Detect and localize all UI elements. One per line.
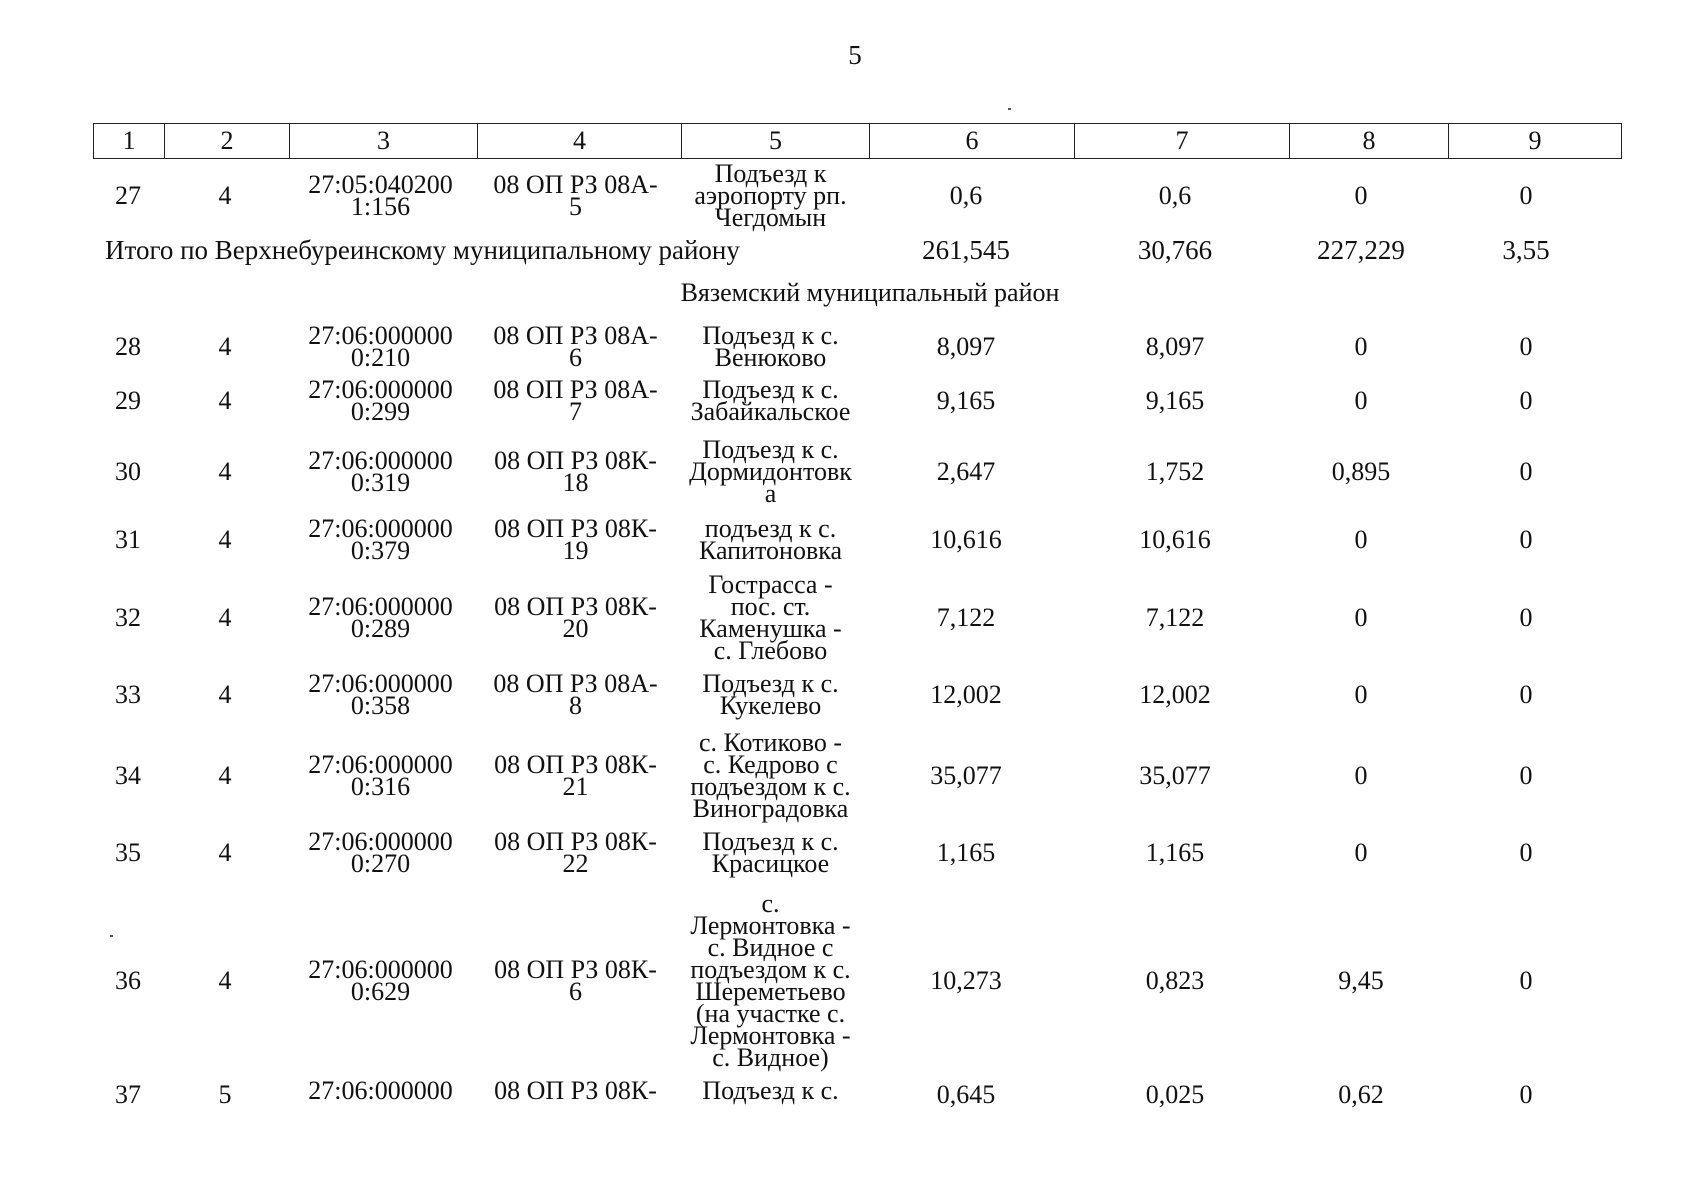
table-row — [93, 670, 1612, 720]
road-id — [474, 592, 677, 643]
row-number: 32 — [115, 603, 141, 632]
road-id-line: 8 — [569, 691, 582, 720]
road-name-line: пос. ст. — [730, 592, 811, 621]
column-number: 4 — [478, 124, 682, 159]
col7-value: 12,002 — [1139, 680, 1211, 709]
road-name-line: с. Кедрово с — [703, 750, 838, 779]
column-number: 6 — [870, 124, 1075, 159]
road-name-line: Венюково — [714, 343, 827, 372]
col8-value: 0,895 — [1331, 457, 1391, 486]
total-length: 261,545 — [922, 235, 1010, 265]
total-length: 10,273 — [930, 966, 1002, 995]
road-id-line: 21 — [562, 772, 589, 801]
cadastral-number — [287, 170, 474, 221]
road-name-line: аэропорту рп. — [694, 181, 847, 210]
cadastral-number-line: 27:06:000000 — [308, 827, 453, 856]
total-length: 35,077 — [930, 761, 1002, 790]
total-length: 12,002 — [930, 680, 1002, 709]
road-name-line: Гострасса - — [708, 570, 833, 599]
road-id-line: 18 — [562, 468, 589, 497]
col7-value: 7,122 — [1145, 603, 1205, 632]
road-id-line: 08 ОП РЗ 08А- — [493, 170, 658, 199]
cadastral-number-line: 0:316 — [350, 772, 411, 801]
cadastral-number-line: 27:06:000000 — [308, 321, 453, 350]
col7-value: 10,616 — [1139, 525, 1211, 554]
cadastral-number-line: 0:210 — [350, 343, 411, 372]
row-number: 30 — [115, 457, 141, 486]
road-id — [474, 446, 677, 497]
total-length: 9,165 — [936, 386, 996, 415]
col8-value: 0 — [1354, 603, 1368, 632]
road-id-line: 08 ОП РЗ 08К- — [494, 955, 657, 984]
road-id-line: 6 — [569, 977, 582, 1006]
cadastral-number — [287, 1076, 474, 1105]
road-name — [677, 570, 864, 665]
road-name-line: (на участке с. — [695, 999, 846, 1028]
total-length: 7,122 — [936, 603, 996, 632]
cadastral-number — [287, 827, 474, 878]
cadastral-number — [287, 514, 474, 565]
road-name — [677, 435, 864, 508]
road-id — [474, 321, 677, 372]
road-name-line: Капитоновка — [698, 536, 842, 565]
scan-speck — [1008, 108, 1011, 110]
col9-value: 0 — [1519, 761, 1533, 790]
category: 4 — [218, 966, 232, 995]
road-id-line: 08 ОП РЗ 08А- — [493, 321, 658, 350]
cadastral-number-line: 27:06:000000 — [308, 750, 453, 779]
road-name-line: Дормидонтовк — [689, 457, 852, 486]
road-name-line: Подъезд к с. — [702, 669, 839, 698]
category: 4 — [218, 761, 232, 790]
road-name-line: Подъезд к с. — [702, 321, 839, 350]
road-id — [474, 514, 677, 565]
road-id-line: 19 — [562, 536, 589, 565]
column-number: 7 — [1075, 124, 1290, 159]
cadastral-number — [287, 446, 474, 497]
road-name — [677, 1076, 864, 1105]
cadastral-number — [287, 669, 474, 720]
cadastral-number-line: 27:06:000000 — [308, 446, 453, 475]
column-number-header — [93, 123, 1622, 159]
total-col7: 30,766 — [1137, 235, 1213, 265]
category: 4 — [218, 603, 232, 632]
cadastral-number — [287, 375, 474, 426]
total-length: 1,165 — [936, 838, 996, 867]
road-name-line: с. Глебово — [713, 636, 828, 665]
cadastral-number-line: 0:319 — [350, 468, 411, 497]
road-name-line: Чегдомын — [714, 203, 827, 232]
col7-value: 0,6 — [1158, 181, 1192, 210]
table-row — [93, 159, 1612, 232]
total-length: 0,645 — [936, 1080, 996, 1109]
road-name-line: подъезд к с. — [704, 514, 837, 543]
total-length: 10,616 — [930, 525, 1002, 554]
table-row — [93, 828, 1612, 878]
road-id-line: 7 — [569, 397, 582, 426]
road-name-line: Каменушка - — [699, 614, 842, 643]
cadastral-number-line: 27:05:040200 — [308, 170, 453, 199]
road-id-line: 08 ОП РЗ 08А- — [493, 669, 658, 698]
total-length: 8,097 — [936, 332, 996, 361]
road-id — [474, 170, 677, 221]
cadastral-number-line: 0:270 — [350, 849, 411, 878]
road-id-line: 08 ОП РЗ 08К- — [494, 592, 657, 621]
road-id — [474, 827, 677, 878]
cadastral-number-line: 27:06:000000 — [308, 375, 453, 404]
category: 4 — [218, 525, 232, 554]
total-label: Итого по Верхнебуреинскому муниципальному району — [105, 235, 740, 265]
col8-value: 0 — [1354, 680, 1368, 709]
district-total-row — [93, 235, 1612, 266]
road-name-line: Подъезд к с. — [702, 375, 839, 404]
road-id — [474, 1076, 677, 1105]
road-name-line: Лермонтовка - — [690, 911, 851, 940]
road-id-line: 6 — [569, 343, 582, 372]
road-name-line: Лермонтовка - — [690, 1021, 851, 1050]
row-number: 37 — [115, 1080, 141, 1109]
col9-value: 0 — [1519, 525, 1533, 554]
page-number: 5 — [848, 40, 862, 70]
row-number: 33 — [115, 680, 141, 709]
category: 4 — [218, 680, 232, 709]
road-id-line: 08 ОП РЗ 08К- — [494, 514, 657, 543]
cadastral-number-line: 27:06:000000 — [308, 1076, 453, 1105]
road-name-line: Подъезд к с. — [702, 827, 839, 856]
row-number: 36 — [115, 966, 141, 995]
road-name-line: а — [764, 479, 777, 508]
road-id — [474, 955, 677, 1006]
col8-value: 9,45 — [1338, 966, 1384, 995]
road-id-line: 08 ОП РЗ 08К- — [494, 1076, 657, 1105]
table-row — [93, 889, 1612, 1072]
road-name — [677, 375, 864, 426]
col9-value: 0 — [1519, 838, 1533, 867]
col7-value: 1,165 — [1145, 838, 1205, 867]
total-length: 2,647 — [936, 457, 996, 486]
table-row — [93, 1076, 1612, 1109]
table-row — [93, 432, 1612, 512]
table-row — [93, 321, 1612, 372]
road-id — [474, 669, 677, 720]
col9-value: 0 — [1519, 1080, 1533, 1109]
col8-value: 0 — [1354, 181, 1368, 210]
cadastral-number — [287, 321, 474, 372]
road-name — [677, 889, 864, 1072]
column-number: 8 — [1290, 124, 1449, 159]
table-row — [93, 512, 1612, 568]
table-row — [93, 572, 1612, 664]
total-col9: 3,55 — [1502, 235, 1550, 265]
table-row — [93, 730, 1612, 822]
row-number: 27 — [115, 181, 141, 210]
road-name — [677, 159, 864, 232]
col9-value: 0 — [1519, 386, 1533, 415]
category: 4 — [218, 386, 232, 415]
category: 5 — [218, 1080, 232, 1109]
road-name-line: с. Котиково - — [698, 728, 843, 757]
category: 4 — [218, 457, 232, 486]
col8-value: 0 — [1354, 525, 1368, 554]
category: 4 — [218, 838, 232, 867]
cadastral-number-line: 0:358 — [350, 691, 411, 720]
cadastral-number — [287, 750, 474, 801]
cadastral-number-line: 27:06:000000 — [308, 514, 453, 543]
section-title: Вяземский муниципальный район — [680, 278, 1060, 307]
cadastral-number-line: 0:379 — [350, 536, 411, 565]
cadastral-number-line: 0:629 — [350, 977, 411, 1006]
road-name-line: Забайкальское — [690, 397, 851, 426]
cadastral-number — [287, 592, 474, 643]
col7-value: 1,752 — [1145, 457, 1205, 486]
row-number: 28 — [115, 332, 141, 361]
road-name-line: с. Видное с — [707, 933, 834, 962]
col8-value: 0 — [1354, 332, 1368, 361]
cadastral-number-line: 0:289 — [350, 614, 411, 643]
column-number: 9 — [1449, 124, 1622, 159]
cadastral-number-line: 1:156 — [350, 192, 411, 221]
road-name-line: подъездом к с. — [690, 955, 851, 984]
col7-value: 0,823 — [1145, 966, 1205, 995]
col8-value: 0 — [1354, 761, 1368, 790]
category: 4 — [218, 181, 232, 210]
cadastral-number-line: 27:06:000000 — [308, 592, 453, 621]
road-name-line: Красицкое — [711, 849, 830, 878]
row-number: 35 — [115, 838, 141, 867]
col9-value: 0 — [1519, 603, 1533, 632]
road-id-line: 22 — [562, 849, 589, 878]
total-length: 0,6 — [949, 181, 983, 210]
category: 4 — [218, 332, 232, 361]
column-number: 1 — [94, 124, 165, 159]
road-id — [474, 750, 677, 801]
road-name — [677, 827, 864, 878]
col7-value: 35,077 — [1139, 761, 1211, 790]
road-id — [474, 375, 677, 426]
cadastral-number-line: 27:06:000000 — [308, 955, 453, 984]
road-id-line: 08 ОП РЗ 08К- — [494, 750, 657, 779]
col9-value: 0 — [1519, 457, 1533, 486]
col7-value: 8,097 — [1145, 332, 1205, 361]
road-name-line: Подъезд к — [714, 159, 827, 188]
column-number: 5 — [682, 124, 870, 159]
col8-value: 0 — [1354, 838, 1368, 867]
cadastral-number — [287, 955, 474, 1006]
row-number: 29 — [115, 386, 141, 415]
road-id-line: 08 ОП РЗ 08К- — [494, 827, 657, 856]
column-number: 2 — [165, 124, 290, 159]
col8-value: 0 — [1354, 386, 1368, 415]
row-number: 31 — [115, 525, 141, 554]
row-number: 34 — [115, 761, 141, 790]
road-name-line: с. Видное) — [712, 1043, 829, 1072]
col9-value: 0 — [1519, 680, 1533, 709]
road-name-line: с. — [761, 889, 780, 918]
road-name — [677, 321, 864, 372]
road-id-line: 20 — [562, 614, 589, 643]
cadastral-number-line: 27:06:000000 — [308, 669, 453, 698]
col9-value: 0 — [1519, 181, 1533, 210]
total-col8: 227,229 — [1317, 235, 1405, 265]
road-id-line: 5 — [569, 192, 582, 221]
road-name-line: подъездом к с. — [690, 772, 851, 801]
road-name — [677, 669, 864, 720]
col9-value: 0 — [1519, 966, 1533, 995]
road-name — [677, 728, 864, 823]
col8-value: 0,62 — [1338, 1080, 1384, 1109]
col9-value: 0 — [1519, 332, 1533, 361]
road-name-line: Кукелево — [719, 691, 822, 720]
road-name-line: Виноградовка — [692, 794, 849, 823]
cadastral-number-line: 0:299 — [350, 397, 411, 426]
column-number: 3 — [290, 124, 478, 159]
road-id-line: 08 ОП РЗ 08К- — [494, 446, 657, 475]
col7-value: 9,165 — [1145, 386, 1205, 415]
road-name — [677, 514, 864, 565]
road-name-line: Шереметьево — [695, 977, 846, 1006]
table-row — [93, 375, 1612, 426]
col7-value: 0,025 — [1145, 1080, 1205, 1109]
road-name-line: Подъезд к с. — [702, 1076, 839, 1105]
road-name-line: Подъезд к с. — [702, 435, 839, 464]
road-id-line: 08 ОП РЗ 08А- — [493, 375, 658, 404]
